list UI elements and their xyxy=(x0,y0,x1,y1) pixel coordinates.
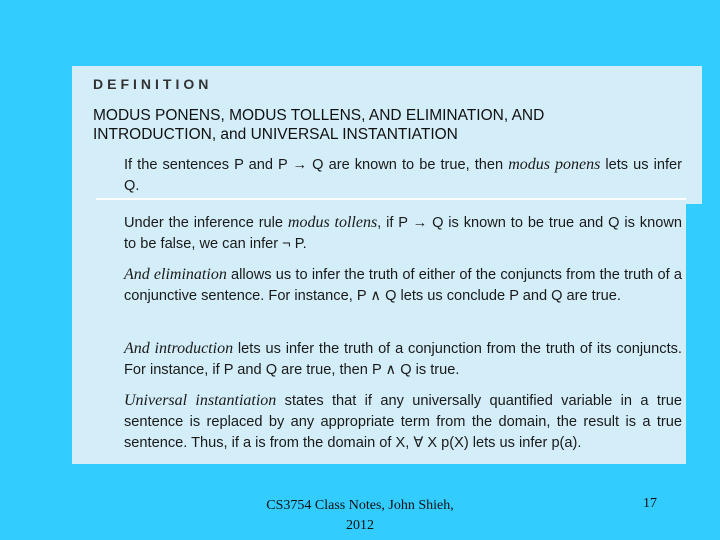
footer-line-1: CS3754 Class Notes, John Shieh, xyxy=(266,498,454,513)
background-notch xyxy=(686,204,720,464)
p5-text-b: states that if any universally quantified variable in a true sentence is replaced by any appropriate term from the domain, the result is a true sentence. Thus, if a is from the domain of X, ∀ X p(X) lets us infer p(a). xyxy=(124,393,682,451)
paragraph-modus-ponens xyxy=(124,154,682,197)
footer-course-info xyxy=(255,496,465,536)
p5-term: Universal instantiation xyxy=(124,392,277,409)
p2-term: modus tollens xyxy=(287,214,378,231)
paragraph-universal-instantiation xyxy=(124,390,682,454)
p3-text-b: allows us to infer the truth of either of the conjuncts from the truth of a conjunctive sentence. For instance, P ∧ Q lets us conclude P and Q are true. xyxy=(124,267,682,304)
p3-term: And elimination xyxy=(124,266,227,283)
paragraph-modus-tollens xyxy=(124,212,682,255)
page-number: 17 xyxy=(643,496,657,511)
p2-text-a: Under the inference rule xyxy=(124,215,288,231)
footer-line-2: 2012 xyxy=(346,518,374,533)
definition-title: MODUS PONENS, MODUS TOLLENS, AND ELIMINATION, AND INTRODUCTION, and UNIVERSAL INSTANTIATION xyxy=(93,107,545,143)
section-divider xyxy=(96,198,686,200)
background-notch-top xyxy=(702,66,720,204)
p1-text-b: lets us infer Q. xyxy=(124,157,682,194)
paragraph-and-elimination xyxy=(124,264,682,307)
p1-text-a: If the sentences P and P → Q are known to be true, then xyxy=(124,157,509,173)
p4-text-b: lets us infer the truth of a conjunction from the truth of its conjuncts. For instance, if P and Q are true, then P ∧ Q is true. xyxy=(124,341,682,378)
p2-text-b: , if P → Q is known to be true and Q is known to be false, we can infer ¬ P. xyxy=(124,215,682,252)
p4-term: And introduction xyxy=(124,340,234,357)
definition-label: DEFINITION xyxy=(93,76,213,92)
p1-term: modus ponens xyxy=(508,156,601,173)
paragraph-and-introduction xyxy=(124,338,682,381)
